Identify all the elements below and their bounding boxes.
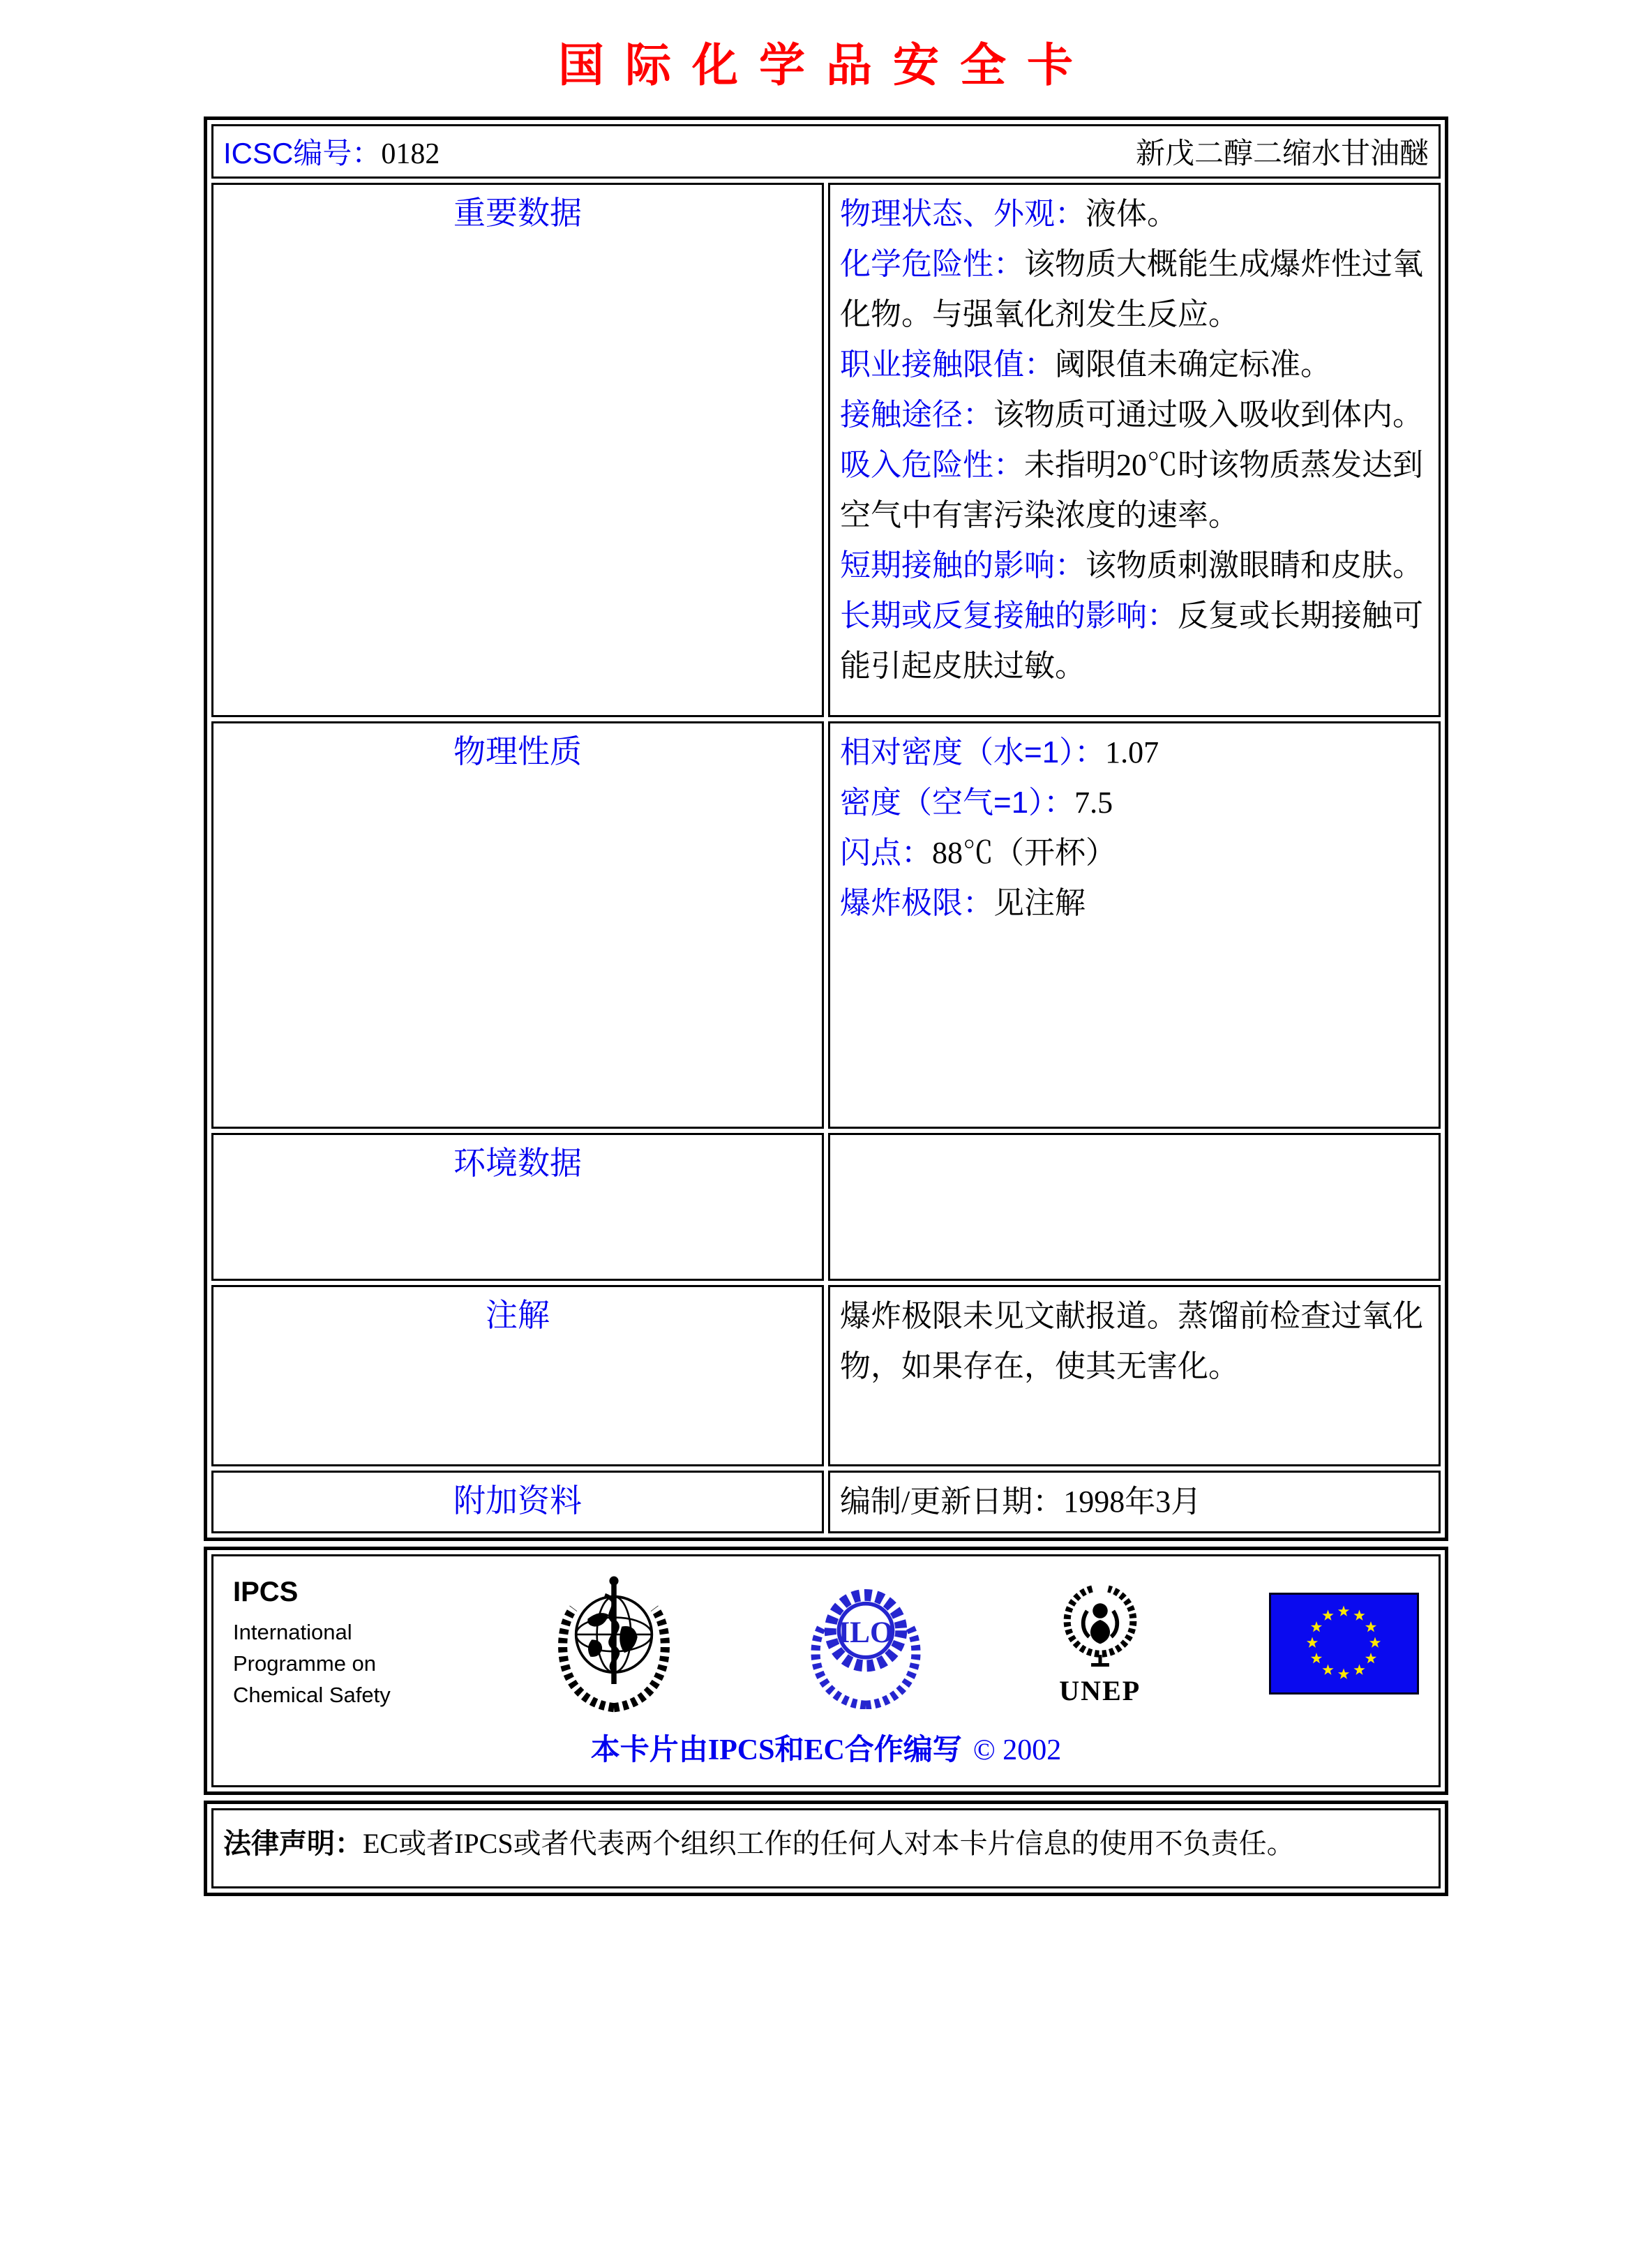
section-label-notes: 注解 xyxy=(211,1285,824,1466)
section-content-physical-properties xyxy=(828,721,1441,1129)
entry-label: 化学危险性： xyxy=(840,247,1024,281)
section-label-physical-properties: 物理性质 xyxy=(211,721,824,1129)
data-entry xyxy=(840,541,1429,591)
ipcs-subtitle-line: International xyxy=(233,1620,352,1644)
credit-line xyxy=(233,1727,1419,1768)
data-entry xyxy=(840,828,1429,878)
data-entry xyxy=(840,239,1429,340)
data-entry xyxy=(840,340,1429,390)
section-label-additional-information: 附加资料 xyxy=(211,1471,824,1533)
credit-text: 本卡片由IPCS和EC合作编写 xyxy=(590,1734,962,1766)
section-row-notes xyxy=(211,1285,1441,1466)
section-content-environmental-data xyxy=(828,1133,1441,1281)
entry-text: 见注解 xyxy=(993,886,1086,920)
data-entry xyxy=(840,591,1429,691)
entry-label: 接触途径： xyxy=(840,398,993,432)
who-emblem-icon xyxy=(545,1572,683,1715)
section-content-notes xyxy=(828,1285,1441,1466)
copyright-text: © 2002 xyxy=(973,1734,1062,1766)
ipcs-block xyxy=(233,1577,428,1711)
data-entry xyxy=(840,778,1429,828)
data-entry xyxy=(840,189,1429,239)
entry-text: 1.07 xyxy=(1105,735,1159,769)
data-entry xyxy=(840,728,1429,778)
header-row xyxy=(211,124,1441,179)
entry-text: 88℃（开杯） xyxy=(932,836,1116,870)
data-entry xyxy=(840,878,1429,929)
legal-text: EC或者IPCS或者代表两个组织工作的任何人对本卡片信息的使用不负责任。 xyxy=(363,1828,1295,1859)
ipcs-subtitle-line: Chemical Safety xyxy=(233,1683,391,1707)
logos-cell xyxy=(211,1554,1441,1787)
section-row-important-data xyxy=(211,183,1441,717)
section-row-environmental-data xyxy=(211,1133,1441,1281)
entry-label: 短期接触的影响： xyxy=(840,548,1086,583)
entry-text: 未指明20℃时该物质蒸发达到空气中有害污染浓度的速率。 xyxy=(840,448,1423,532)
entry-text: 爆炸极限未见文献报道。蒸馏前检查过氧化物，如果存在，使其无害化。 xyxy=(840,1299,1423,1383)
icsc-card-page xyxy=(0,28,1652,1896)
entry-label: 相对密度（水=1）： xyxy=(840,735,1106,769)
entry-text: 阈限值未确定标准。 xyxy=(1055,347,1331,382)
section-label-important-data: 重要数据 xyxy=(211,183,824,717)
entry-label: 物理状态、外观： xyxy=(840,197,1086,231)
entry-label: 爆炸极限： xyxy=(840,886,993,920)
chemical-name: 新戊二醇二缩水甘油醚 xyxy=(1135,138,1429,170)
eu-flag-icon xyxy=(1269,1593,1419,1695)
section-row-additional-information xyxy=(211,1471,1441,1533)
logos-row-tr xyxy=(211,1554,1441,1787)
entry-text: 反复或长期接触可能引起皮肤过敏。 xyxy=(840,599,1423,683)
legal-cell xyxy=(211,1808,1441,1888)
section-content-important-data xyxy=(828,183,1441,717)
data-entry xyxy=(840,1291,1429,1392)
section-label-environmental-data: 环境数据 xyxy=(211,1133,824,1281)
icsc-number-label: ICSC编号： xyxy=(223,137,382,170)
ipcs-subtitle-line: Programme on xyxy=(233,1651,377,1676)
entry-label: 职业接触限值： xyxy=(840,347,1055,382)
logos-row xyxy=(233,1572,1419,1715)
legal-label: 法律声明： xyxy=(223,1828,363,1859)
icsc-number-value: 0182 xyxy=(381,138,440,170)
entry-label: 密度（空气=1）： xyxy=(840,786,1075,820)
section-row-physical-properties xyxy=(211,721,1441,1129)
entry-text: 编制/更新日期：1998年3月 xyxy=(840,1485,1202,1519)
entry-label: 闪点： xyxy=(840,836,932,870)
ipcs-title: IPCS xyxy=(233,1577,299,1607)
page-title: 国际化学品安全卡 xyxy=(558,40,1094,91)
logos-table xyxy=(204,1547,1448,1795)
legal-row xyxy=(211,1808,1441,1888)
unep-label: UNEP xyxy=(1059,1674,1141,1706)
entry-text: 该物质刺激眼睛和皮肤。 xyxy=(1086,548,1423,583)
entry-label: 长期或反复接触的影响： xyxy=(840,599,1178,633)
data-entry xyxy=(840,440,1429,541)
unep-emblem-icon xyxy=(1048,1581,1152,1707)
ilo-emblem-icon xyxy=(800,1578,931,1709)
section-content-additional-information xyxy=(828,1471,1441,1533)
entry-text: 该物质可通过吸入吸收到体内。 xyxy=(993,398,1423,432)
header-cell xyxy=(211,124,1441,179)
entry-text: 7.5 xyxy=(1074,786,1113,820)
data-entry xyxy=(840,390,1429,440)
entry-text: 液体。 xyxy=(1086,197,1178,231)
data-entry xyxy=(840,1477,1429,1527)
entry-text: 该物质大概能生成爆炸性过氧化物。与强氧化剂发生反应。 xyxy=(840,247,1423,331)
legal-table xyxy=(204,1801,1448,1896)
icsc-number-group xyxy=(223,130,440,172)
entry-label: 吸入危险性： xyxy=(840,448,1024,482)
svg-text:ILO: ILO xyxy=(837,1616,894,1650)
main-table xyxy=(204,117,1448,1541)
